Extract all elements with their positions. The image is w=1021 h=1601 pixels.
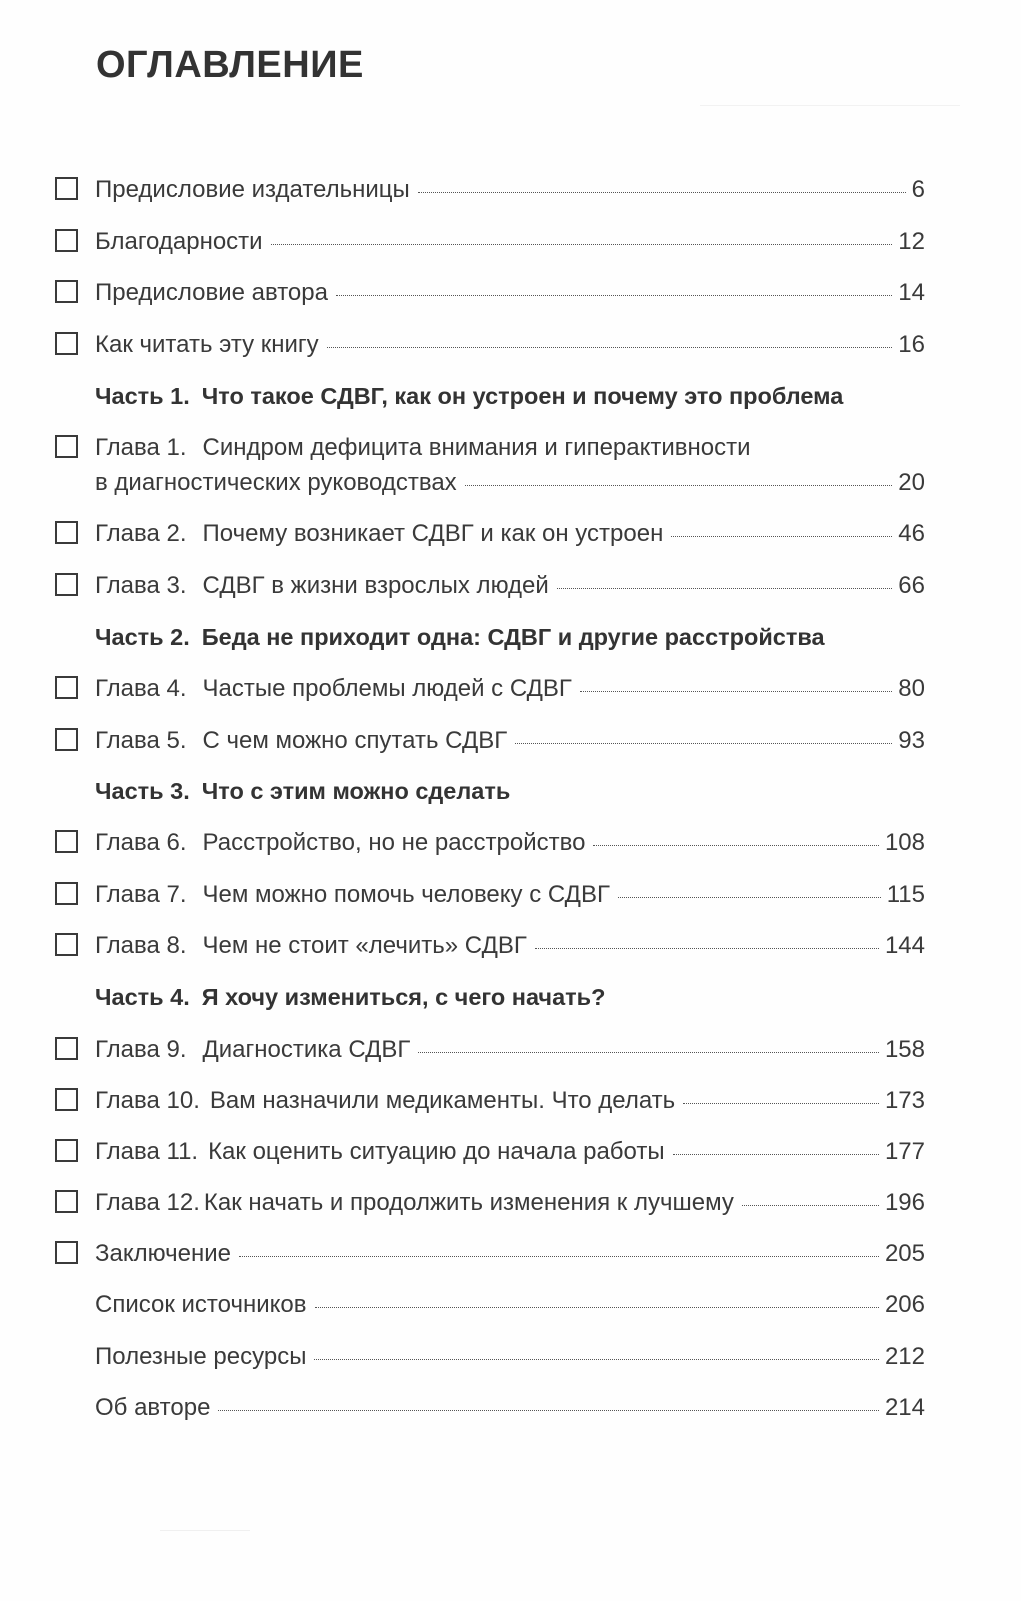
entry-page: 46 [898, 520, 925, 547]
entry-title: Как начать и продолжить изменения к лучшему [203, 1189, 734, 1216]
checkbox-chapter-1[interactable] [55, 435, 78, 458]
entry-page: 196 [884, 1189, 925, 1216]
entry-page: 115 [886, 881, 925, 908]
entry-page: 6 [911, 176, 925, 203]
dot-leader [515, 743, 892, 744]
entry-title: Чем не стоит «лечить» СДВГ [202, 932, 527, 959]
entry-page: 214 [884, 1394, 925, 1421]
entry-title: в диагностических руководствах [95, 469, 457, 496]
part-heading-2 [95, 622, 825, 652]
dot-leader [683, 1103, 879, 1104]
entry-page: 20 [898, 469, 925, 496]
checkbox-chapter-11[interactable] [55, 1139, 78, 1162]
chapter-number: Глава 2. [95, 520, 187, 547]
page-title: ОГЛАВЛЕНИЕ [96, 44, 364, 86]
entry-title: Полезные ресурсы [95, 1343, 307, 1370]
dot-leader [742, 1205, 879, 1206]
checkbox-chapter-10[interactable] [55, 1088, 78, 1111]
dot-leader [673, 1154, 879, 1155]
checkbox-chapter-2[interactable] [55, 521, 78, 544]
chapter-number: Глава 1. [95, 434, 187, 461]
toc-entry-how-to-read[interactable] [95, 330, 925, 360]
checkbox-chapter-8[interactable] [55, 933, 78, 956]
entry-page: 14 [898, 279, 925, 306]
dot-leader [557, 588, 893, 589]
entry-page: 206 [884, 1291, 925, 1318]
checkbox-chapter-12[interactable] [55, 1190, 78, 1213]
toc-entry-chapter-10[interactable] [95, 1086, 925, 1116]
dot-leader [218, 1410, 879, 1411]
checkbox-chapter-5[interactable] [55, 728, 78, 751]
dot-leader [535, 948, 879, 949]
entry-title: Предисловие издательницы [95, 176, 410, 203]
part-number: Часть 1. [95, 383, 190, 409]
chapter-number: Глава 9. [95, 1036, 187, 1063]
entry-title: Диагностика СДВГ [202, 1036, 411, 1063]
toc-entry-chapter-9[interactable] [95, 1035, 925, 1065]
toc-entry-chapter-2[interactable] [95, 519, 925, 549]
toc-entry-chapter-4[interactable] [95, 674, 925, 704]
part-number: Часть 4. [95, 984, 190, 1010]
checkbox-chapter-3[interactable] [55, 573, 78, 596]
checkbox-conclusion[interactable] [55, 1241, 78, 1264]
part-title: Я хочу измениться, с чего начать? [201, 984, 606, 1010]
entry-title: Вам назначили медикаменты. Что делать [209, 1087, 676, 1114]
dot-leader [239, 1256, 879, 1257]
chapter-number: Глава 10. [95, 1087, 200, 1114]
entry-title: Почему возникает СДВГ и как он устроен [202, 520, 664, 547]
entry-title: Как читать эту книгу [95, 331, 319, 358]
entry-title: С чем можно спутать СДВГ [202, 727, 508, 754]
chapter-number: Глава 3. [95, 572, 187, 599]
entry-page: 158 [884, 1036, 925, 1063]
toc-entry-chapter-5[interactable] [95, 726, 925, 756]
entry-title: СДВГ в жизни взрослых людей [202, 572, 549, 599]
entry-page: 205 [884, 1240, 925, 1267]
toc-entry-useful-resources[interactable] [95, 1342, 925, 1372]
entry-page: 177 [884, 1138, 925, 1165]
dot-leader [418, 1052, 879, 1053]
chapter-number: Глава 12. [95, 1189, 200, 1216]
toc-entry-chapter-6[interactable] [95, 828, 925, 858]
toc-entry-chapter-7[interactable] [95, 880, 925, 910]
toc-entry-conclusion[interactable] [95, 1239, 925, 1269]
entry-page: 144 [884, 932, 925, 959]
chapter-number: Глава 5. [95, 727, 187, 754]
entry-title: Благодарности [95, 228, 263, 255]
entry-title: Расстройство, но не расстройство [202, 829, 586, 856]
entry-title: Заключение [95, 1240, 231, 1267]
paper-edge-mark [160, 1530, 250, 1531]
toc-entry-preface-publisher[interactable] [95, 175, 925, 205]
dot-leader [271, 244, 893, 245]
chapter-number: Глава 7. [95, 881, 187, 908]
part-title: Что такое СДВГ, как он устроен и почему это проблема [201, 383, 844, 409]
toc-entry-chapter-11[interactable] [95, 1137, 925, 1167]
entry-page: 212 [884, 1343, 925, 1370]
entry-page: 108 [884, 829, 925, 856]
dot-leader [336, 295, 892, 296]
dot-leader [465, 485, 893, 486]
part-number: Часть 3. [95, 778, 190, 804]
toc-entry-about-author[interactable] [95, 1393, 925, 1423]
dot-leader [671, 536, 892, 537]
checkbox-chapter-9[interactable] [55, 1037, 78, 1060]
part-title: Что с этим можно сделать [201, 778, 511, 804]
toc-entry-chapter-3[interactable] [95, 571, 925, 601]
checkbox-chapter-4[interactable] [55, 676, 78, 699]
chapter-title-line1: Синдром дефицита внимания и гиперактивности [202, 434, 751, 461]
checkbox-chapter-6[interactable] [55, 830, 78, 853]
dot-leader [315, 1307, 879, 1308]
entry-title: Чем можно помочь человеку с СДВГ [202, 881, 610, 908]
toc-entry-chapter-12[interactable] [95, 1188, 925, 1218]
toc-entry-acknowledgements[interactable] [95, 227, 925, 257]
dot-leader [593, 845, 878, 846]
entry-page: 66 [898, 572, 925, 599]
entry-page: 12 [898, 228, 925, 255]
entry-title: Как оценить ситуацию до начала работы [208, 1138, 665, 1165]
chapter-number: Глава 6. [95, 829, 187, 856]
checkbox-how-to-read[interactable] [55, 332, 78, 355]
chapter-number: Глава 11. [95, 1138, 199, 1165]
entry-page: 173 [884, 1087, 925, 1114]
checkbox-acknowledgements[interactable] [55, 229, 78, 252]
part-number: Часть 2. [95, 624, 190, 650]
checkbox-chapter-7[interactable] [55, 882, 78, 905]
part-title: Беда не приходит одна: СДВГ и другие расстройства [201, 624, 825, 650]
chapter-1-first-line[interactable] [95, 433, 751, 463]
chapter-number: Глава 8. [95, 932, 187, 959]
entry-title: Об авторе [95, 1394, 211, 1421]
dot-leader [418, 192, 906, 193]
toc-entry-chapter-1[interactable] [95, 468, 925, 498]
checkbox-preface-author[interactable] [55, 280, 78, 303]
entry-title: Список источников [95, 1291, 307, 1318]
part-heading-4 [95, 982, 605, 1012]
part-heading-3 [95, 776, 510, 806]
entry-page: 16 [898, 331, 925, 358]
checkbox-preface-publisher[interactable] [55, 177, 78, 200]
entry-title: Частые проблемы людей с СДВГ [202, 675, 572, 702]
entry-title: Предисловие автора [95, 279, 328, 306]
dot-leader [580, 691, 892, 692]
part-heading-1 [95, 381, 843, 411]
show-through-shadow [700, 45, 960, 106]
dot-leader [327, 347, 893, 348]
toc-entry-references[interactable] [95, 1290, 925, 1320]
entry-page: 93 [898, 727, 925, 754]
toc-entry-preface-author[interactable] [95, 278, 925, 308]
chapter-number: Глава 4. [95, 675, 187, 702]
toc-entry-chapter-8[interactable] [95, 931, 925, 961]
entry-page: 80 [898, 675, 925, 702]
dot-leader [314, 1359, 879, 1360]
dot-leader [618, 897, 881, 898]
